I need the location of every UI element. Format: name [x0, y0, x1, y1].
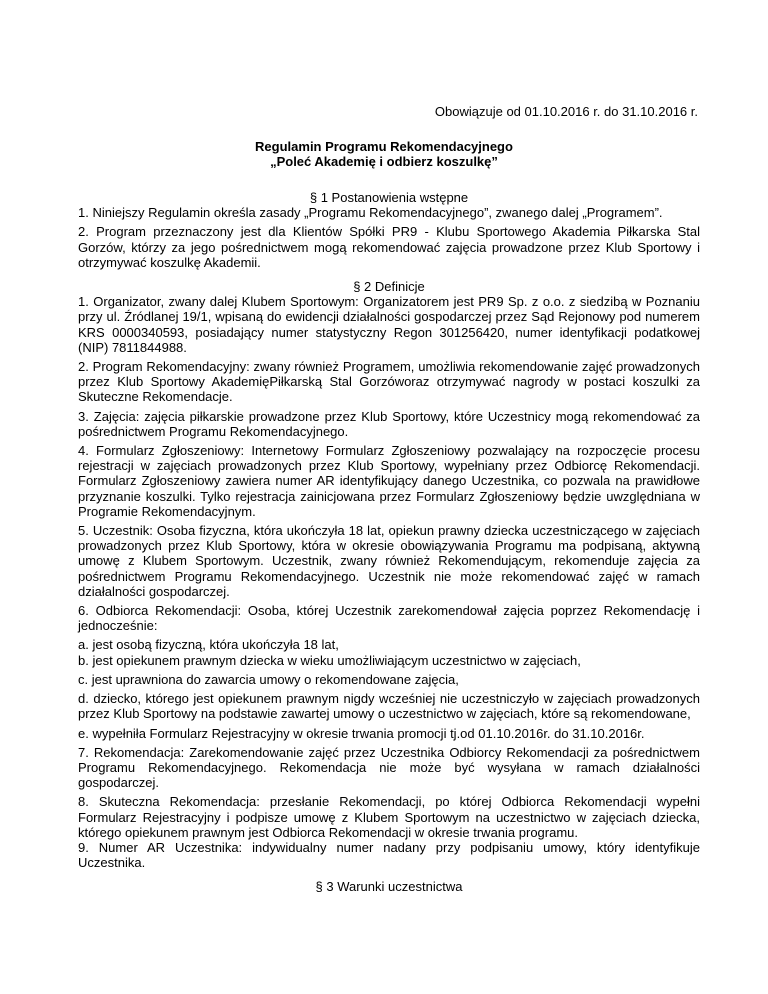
document-title: Regulamin Programu Rekomendacyjnego	[255, 139, 513, 154]
definition-item: 5. Uczestnik: Osoba fizyczna, która ukończyła 18 lat, opiekun prawny dziecka uczestniczącego w zajęciach prowadzonych przez Klub Sportowy, która w okresie obowiązywania Programu ma podpisaną, aktywną umowę z Klubem Sportowym. Uczestnik, zwany również Rekomendującym, rekomenduje zajęcia za pośrednictwem Programu Rekomendacyjnego. Uczestnik nie może rekomendować zajęć w ramach działalności gospodarczej.	[78, 523, 700, 599]
definition-item: 3. Zajęcia: zajęcia piłkarskie prowadzone przez Klub Sportowy, które Uczestnicy mogą rekomendować za pośrednictwem Programu Rekomendacyjnego.	[78, 408, 700, 439]
definition-subitem: d. dziecko, którego jest opiekunem prawnym nigdy wcześniej nie uczestniczyło w zajęciach prowadzonych przez Klub Sportowy na podstawie zawartej umowy o uczestnictwo w zajęciach, które są rekomendowane,	[78, 691, 700, 722]
section-1-paragraph: 1. Niniejszy Regulamin określa zasady „Programu Rekomendacyjnego”, zwanego dalej „Programem”.	[78, 205, 663, 221]
definition-item: 7. Rekomendacja: Zarekomendowanie zajęć przez Uczestnika Odbiorcy Rekomendacji za pośrednictwem Programu Rekomendacyjnego. Rekomendacja nie może być wysyłana w ramach działalności gospodarczej.	[78, 744, 700, 791]
definition-subitem: a. jest osobą fizyczną, która ukończyła 18 lat,	[78, 637, 339, 653]
document-body	[78, 190, 700, 895]
definition-item: 4. Formularz Zgłoszeniowy: Internetowy Formularz Zgłoszeniowy pozwalający na rozpoczęcie procesu rejestracji w zajęciach prowadzonych przez Klub Sportowy, wypełniany przez Odbiorcę Rekomendacji. Formularz Zgłoszeniowy zawiera numer AR identyfikujący danego Uczestnika, co pozwala na prawidłowe przyznanie koszulki. Tylko rejestracja zainicjowana przez Formularz Zgłoszeniowy będzie uwzględniana w Programie Rekomendacyjnym.	[78, 443, 700, 519]
definition-item: 6. Odbiorca Rekomendacji: Osoba, której Uczestnik zarekomendował zajęcia poprzez Rekomendację i jednocześnie:	[78, 603, 700, 634]
section-2-heading: § 2 Definicje	[353, 279, 425, 295]
definition-subitem: b. jest opiekunem prawnym dziecka w wieku umożliwiającym uczestnictwo w zajęciach,	[78, 652, 581, 668]
section-1-heading: § 1 Postanowienia wstępne	[309, 190, 469, 205]
section-1-paragraph: 2. Program przeznaczony jest dla Klientów Spółki PR9 - Klubu Sportowego Akademia Piłkarska Stal Gorzów, którzy za jego pośrednictwem mogą rekomendować zajęcia prowadzone przez Klub Sportowy i otrzymywać koszulkę Akademii.	[78, 224, 700, 270]
definition-subitem: c. jest uprawniona do zawarcia umowy o rekomendowane zajęcia,	[78, 671, 459, 687]
document-subtitle: „Poleć Akademię i odbierz koszulkę”	[270, 154, 498, 169]
validity-date: Obowiązuje od 01.10.2016 r. do 31.10.2016 r.	[434, 104, 698, 119]
section-3-heading: § 3 Warunki uczestnictwa	[315, 879, 463, 895]
definition-item: 2. Program Rekomendacyjny: zwany również Programem, umożliwia rekomendowanie zajęć prowadzonych przez Klub Sportowy AkademięPiłkarską Stal Gorzóworaz otrzymywać nagrody w postaci koszulki za Skuteczne Rekomendacje.	[78, 359, 700, 405]
definition-subitem: e. wypełniła Formularz Rejestracyjny w okresie trwania promocji tj.od 01.10.2016r. do 31.10.2016r.	[78, 725, 645, 741]
definition-item: 9. Numer AR Uczestnika: indywidualny numer nadany przy podpisaniu umowy, który identyfikuje Uczestnika.	[78, 839, 700, 871]
definition-item: 8. Skuteczna Rekomendacja: przesłanie Rekomendacji, po której Odbiorca Rekomendacji wypełni Formularz Rejestracyjny i podpisze umowę z Klubem Sportowym na uczestnictwo w zajęciach dziecka, którego opiekunem prawnym jest Odbiorca Rekomendacji w okresie trwania programu.	[78, 794, 700, 840]
definition-item: 1. Organizator, zwany dalej Klubem Sportowym: Organizatorem jest PR9 Sp. z o.o. z siedzibą w Poznaniu przy ul. Źródlanej 19/1, wpisaną do ewidencji działalności gospodarczej przez Sąd Rejonowy pod numerem KRS 0000340593, posiadający numer statystyczny Regon 301256420, numer identyfikacji podatkowej (NIP) 7811844988.	[78, 294, 700, 355]
